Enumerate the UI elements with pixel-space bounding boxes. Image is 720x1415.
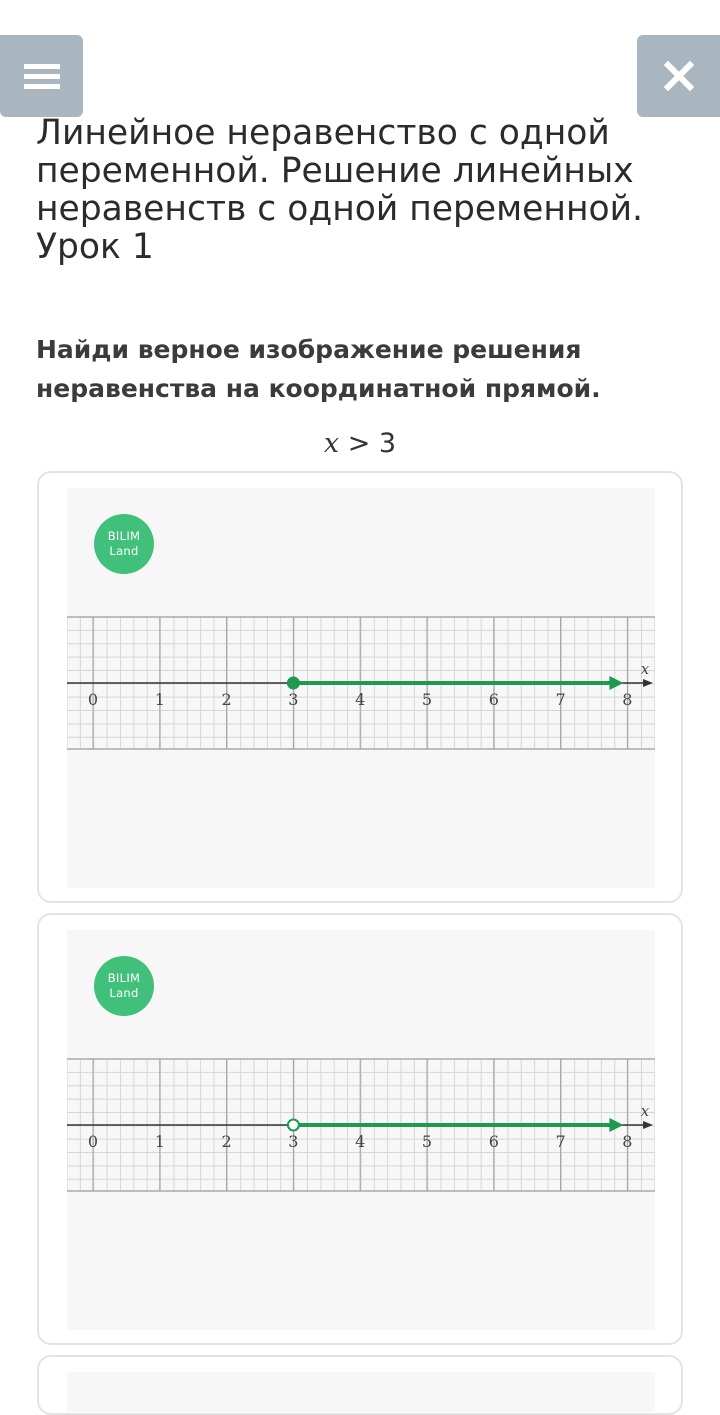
- tick-label: 0: [87, 1132, 99, 1151]
- number-line: [67, 488, 655, 888]
- x-axis-arrow: [643, 679, 653, 687]
- inequality: [0, 428, 720, 459]
- closed-endpoint: [288, 678, 299, 689]
- tick-label: 7: [555, 690, 566, 709]
- tick-label: 8: [622, 1132, 633, 1151]
- close-icon: [663, 60, 695, 92]
- open-endpoint: [288, 1120, 299, 1131]
- option-image: [67, 1372, 655, 1412]
- logo-line-1: BILIM: [107, 971, 141, 985]
- x-axis-arrow: [643, 1121, 653, 1129]
- tick-label: 8: [622, 690, 633, 709]
- logo-line-2: Land: [109, 986, 139, 1000]
- solution-ray-arrowhead: [609, 1118, 623, 1132]
- axis-variable-label: x: [640, 660, 650, 678]
- answer-option-2[interactable]: [37, 913, 683, 1345]
- tick-label: 2: [221, 690, 232, 709]
- close-button[interactable]: [637, 35, 720, 117]
- tick-label: 3: [288, 1132, 299, 1151]
- tick-label: 4: [355, 1132, 366, 1151]
- answer-option-1[interactable]: [37, 471, 683, 903]
- axis-variable-label: x: [640, 1102, 650, 1120]
- tick-label: 1: [154, 690, 165, 709]
- logo-line-1: BILIM: [107, 529, 141, 543]
- question-text: Найди верное изображение решения неравенства на координатной прямой.: [36, 335, 601, 403]
- tick-label: 5: [421, 1132, 433, 1151]
- tick-label: 6: [488, 1132, 499, 1151]
- menu-button[interactable]: [0, 35, 83, 117]
- tick-label: 4: [355, 690, 366, 709]
- answer-option-3[interactable]: [37, 1355, 683, 1415]
- tick-label: 3: [288, 690, 299, 709]
- tick-label: 5: [421, 690, 433, 709]
- option-image: [67, 488, 655, 888]
- tick-label: 7: [555, 1132, 566, 1151]
- inequality-expression: > 3: [339, 428, 397, 459]
- number-line: [67, 930, 655, 1330]
- tick-label: 2: [221, 1132, 232, 1151]
- inequality-variable: x: [323, 428, 340, 459]
- option-image: [67, 930, 655, 1330]
- logo-line-2: Land: [109, 544, 139, 558]
- solution-ray-arrowhead: [609, 676, 623, 690]
- tick-label: 0: [87, 690, 99, 709]
- lesson-title: Линейное неравенство с одной переменной. Решение линейных неравенств с одной переменной. Урок 1: [36, 113, 644, 267]
- hamburger-menu-icon: [22, 60, 62, 92]
- tick-label: 6: [488, 690, 499, 709]
- tick-label: 1: [154, 1132, 165, 1151]
